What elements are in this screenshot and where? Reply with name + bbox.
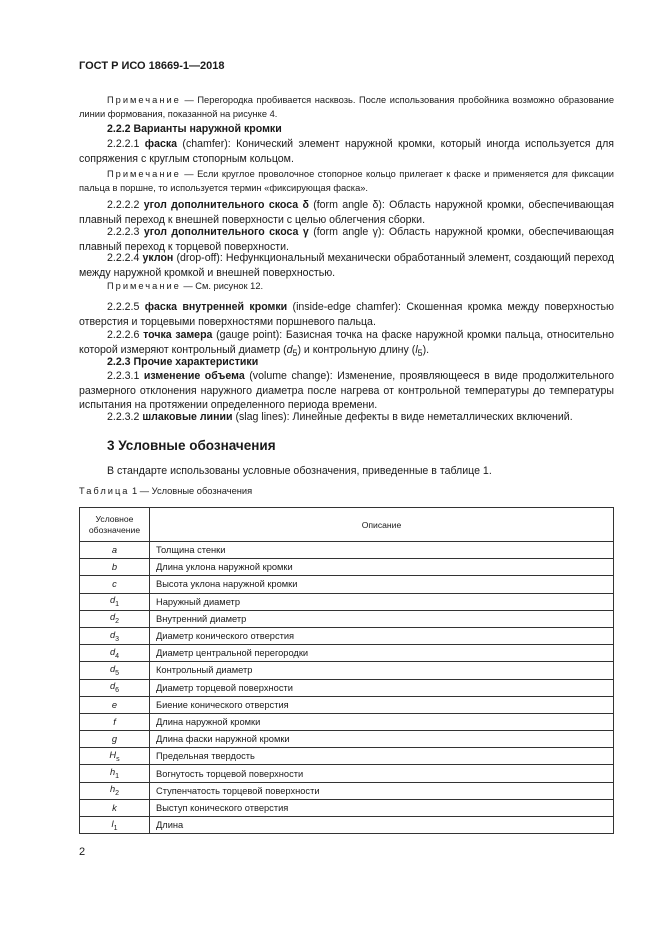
symbol: H: [109, 749, 117, 760]
symbol-subscript: 5: [292, 347, 298, 358]
table-row: [80, 645, 614, 662]
symbol-cell: [80, 782, 150, 799]
note-label: Примечание: [107, 169, 181, 179]
term: угол дополнительного скоса γ: [143, 226, 309, 238]
description-cell: Ступенчатость торцевой поверхности: [150, 782, 614, 799]
table-row: [80, 748, 614, 765]
description-cell: Длина наружной кромки: [150, 713, 614, 730]
note-label: Примечание: [107, 95, 181, 105]
table-row: [80, 610, 614, 627]
table-row: [80, 576, 614, 593]
clause-number: 2.2.2.4: [107, 252, 143, 264]
description-cell: Высота уклона наружной кромки: [150, 576, 614, 593]
note-3: [79, 280, 614, 294]
term: уклон: [142, 252, 174, 264]
description-cell: Толщина стенки: [150, 542, 614, 559]
symbol: g: [111, 734, 118, 745]
description-cell: Внутренний диаметр: [150, 610, 614, 627]
definition: ).: [422, 343, 430, 356]
paragraph-2-2-2-3: [79, 225, 614, 254]
definition: ) и контрольную длину (: [297, 343, 416, 356]
symbol-subscript: 1: [113, 824, 118, 832]
clause-number: 2.2.2.1: [107, 138, 145, 150]
symbol: l: [415, 343, 418, 356]
definition: (inside-edge chamfer): Скошенная кромка между поверхностью отверстия и торцевыми поверхностями поршневого пальца.: [79, 301, 614, 328]
symbol-subscript: 2: [115, 618, 120, 626]
symbol-cell: [80, 593, 150, 610]
table-row: [80, 593, 614, 610]
paragraph-2-2-2-5: [79, 300, 614, 329]
table-row: [80, 782, 614, 799]
page-number: 2: [79, 846, 86, 858]
definition: (form angle γ): Область наружной кромки, обеспечивающая плавный переход к торцевой поверхности.: [79, 226, 615, 253]
note-1: [79, 94, 614, 121]
note-text: — Если круглое проволочное стопорное кольцо прилегает к фаске и применяется для фиксации пальца в поршне, то используется термин «фиксирующая фаска».: [79, 169, 614, 193]
section-title: 2.2.2 Варианты наружной кромки: [107, 123, 282, 135]
table-row: [80, 627, 614, 644]
symbol-cell: [80, 542, 150, 559]
description-cell: Диаметр центральной перегородки: [150, 645, 614, 662]
symbol: d: [286, 343, 293, 356]
symbol: k: [112, 802, 117, 813]
term: фаска внутренней кромки: [144, 301, 288, 313]
definition: (volume change): Изменение, проявляющееся в виде продолжительного размерного отклонения наружного диаметра после нагрева от контрольной температуры до температуры испытания на протяжении определенного периода времени.: [79, 370, 615, 411]
paragraph-2-2-2-4: [79, 251, 614, 280]
clause-number: 2.2.2.2: [107, 199, 144, 211]
description-cell: Контрольный диаметр: [150, 662, 614, 679]
section-3-title: 3 Условные обозначения: [107, 438, 276, 453]
section-2-2-3-title: [79, 355, 614, 370]
definition: (drop-off): Нефункциональный механически обработанный элемент, создающий переход между наружной кромкой и внешней поверхностью.: [79, 252, 614, 279]
symbol-cell: [80, 610, 150, 627]
table-row: [80, 799, 614, 816]
symbol: d: [109, 595, 116, 606]
table-header-row: [80, 508, 614, 542]
table-row: [80, 731, 614, 748]
definition: (chamfer): Конический элемент наружной кромки, который иногда используется для сопряжения с круглым стопорным кольцом.: [79, 138, 615, 165]
term: угол дополнительного скоса δ: [143, 199, 309, 211]
table-row: [80, 696, 614, 713]
symbol: d: [109, 646, 116, 657]
symbol: d: [109, 663, 116, 674]
symbol-cell: [80, 817, 150, 834]
paragraph-2-2-3-1: [79, 369, 614, 413]
symbol: a: [111, 545, 118, 556]
symbol-subscript: 1: [115, 772, 120, 780]
term: шлаковые линии: [142, 411, 233, 423]
symbol-cell: [80, 576, 150, 593]
paragraph-2-2-2-2: [79, 198, 614, 227]
description-cell: Наружный диаметр: [150, 593, 614, 610]
clause-number: 2.2.2.3: [107, 226, 144, 238]
note-2: [79, 168, 614, 195]
table-caption-text: 1 — Условные обозначения: [129, 486, 253, 496]
note-text: — См. рисунок 12.: [180, 281, 264, 291]
definition: (slag lines): Линейные дефекты в виде неметаллических включений.: [232, 411, 573, 423]
paragraph-2-2-2-1: [79, 137, 614, 166]
symbol: d: [109, 612, 116, 623]
symbol-cell: [80, 662, 150, 679]
symbol-cell: [80, 559, 150, 576]
symbol-subscript: 6: [115, 687, 120, 695]
symbol: d: [109, 629, 116, 640]
description-cell: Вогнутость торцевой поверхности: [150, 765, 614, 782]
term: точка замера: [143, 329, 213, 341]
paragraph-2-2-3-2: [79, 410, 614, 425]
description-cell: Длина фаски наружной кромки: [150, 731, 614, 748]
symbol-subscript: 3: [115, 635, 120, 643]
symbol: l: [111, 818, 114, 829]
description-cell: Диаметр торцевой поверхности: [150, 679, 614, 696]
table-row: [80, 713, 614, 730]
term: изменение объема: [143, 370, 245, 382]
symbol-subscript: 5: [417, 347, 423, 358]
symbol-subscript: 5: [115, 669, 120, 677]
table-row: [80, 765, 614, 782]
clause-number: 2.2.3.1: [107, 370, 144, 382]
description-cell: Выступ конического отверстия: [150, 799, 614, 816]
description-cell: Предельная твердость: [150, 748, 614, 765]
clause-number: 2.2.2.6: [107, 329, 144, 341]
symbol-subscript: 1: [115, 601, 120, 609]
symbol-cell: [80, 627, 150, 644]
symbol: h: [109, 767, 116, 778]
description-cell: Биение конического отверстия: [150, 696, 614, 713]
table-body: [80, 542, 614, 834]
symbol: d: [109, 681, 116, 692]
symbol-cell: [80, 679, 150, 696]
symbol: h: [109, 784, 116, 795]
table-row: [80, 679, 614, 696]
symbol-subscript: s: [116, 755, 120, 763]
description-cell: Длина уклона наружной кромки: [150, 559, 614, 576]
column-header-symbol: Условное обозначение: [80, 508, 150, 542]
clause-number: 2.2.2.5: [107, 301, 145, 313]
table-row: [80, 559, 614, 576]
symbol-subscript: 2: [115, 790, 120, 798]
column-header-description: Описание: [150, 508, 614, 542]
table-caption: [79, 486, 252, 496]
table-row: [80, 817, 614, 834]
section-3-intro: В стандарте использованы условные обозначения, приведенные в таблице 1.: [107, 465, 492, 477]
table-row: [80, 542, 614, 559]
section-2-2-2-title: [79, 122, 614, 137]
symbol-cell: [80, 765, 150, 782]
definition: (form angle δ): Область наружной кромки, обеспечивающая плавный переход к внешней поверхности с целью облегчения сборки.: [79, 199, 614, 226]
term: фаска: [144, 138, 178, 150]
symbols-table: [79, 507, 614, 834]
symbol: e: [111, 699, 118, 710]
symbol-cell: [80, 731, 150, 748]
table-caption-label: Таблица: [79, 486, 130, 496]
description-cell: Диаметр конического отверстия: [150, 627, 614, 644]
table-row: [80, 662, 614, 679]
symbol: c: [112, 579, 117, 590]
clause-number: 2.2.3.2: [107, 411, 143, 423]
symbol: f: [113, 716, 116, 727]
note-label: Примечание: [107, 281, 181, 291]
symbol-cell: [80, 748, 150, 765]
symbol-subscript: 4: [115, 652, 120, 660]
symbol-cell: [80, 713, 150, 730]
description-cell: Длина: [150, 817, 614, 834]
document-header: ГОСТ Р ИСО 18669-1—2018: [79, 60, 225, 72]
symbol-cell: [80, 696, 150, 713]
symbol: b: [111, 562, 118, 573]
definition: (gauge point): Базисная точка на фаске наружной кромки пальца, относительно которой измеряют контрольный диаметр (: [79, 329, 615, 356]
section-title: 2.2.3 Прочие характеристики: [107, 356, 259, 368]
symbol-cell: [80, 645, 150, 662]
note-text: — Перегородка пробивается насквозь. После использования пробойника возможно образование линии формования, показанной на рисунке 4.: [79, 95, 614, 119]
symbol-cell: [80, 799, 150, 816]
